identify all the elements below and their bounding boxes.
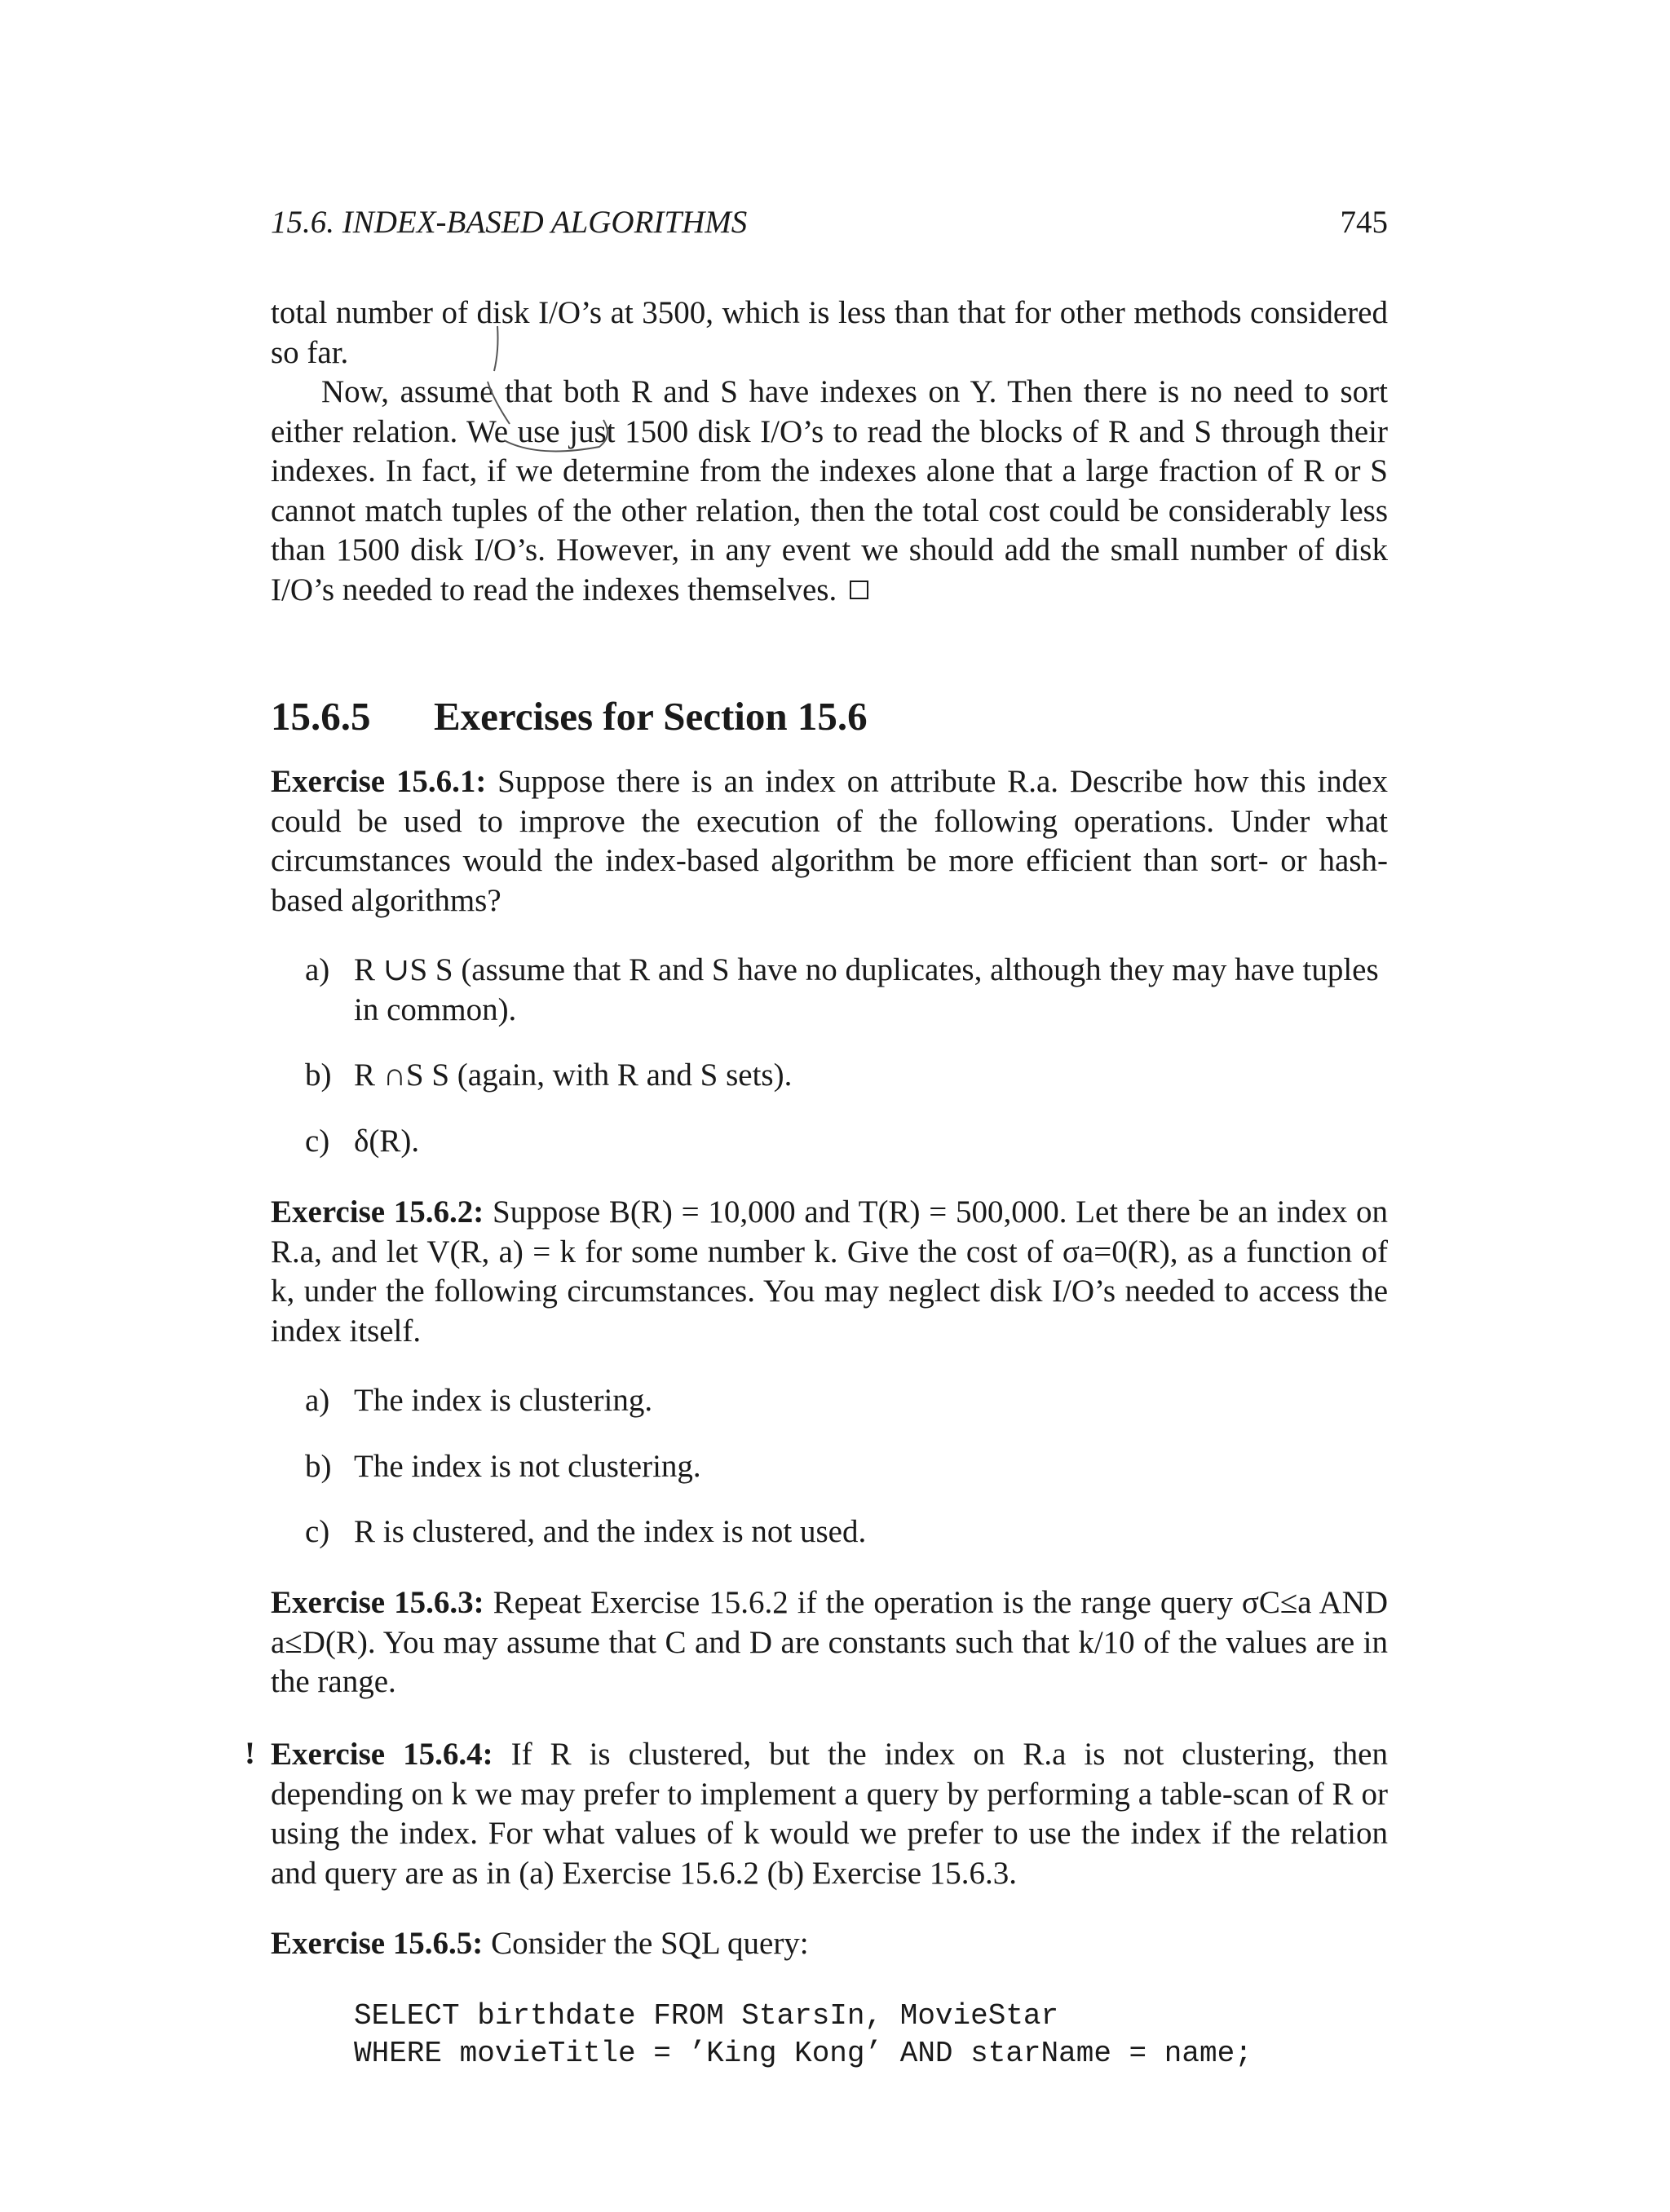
exercise-15-6-4 <box>271 1735 1388 1893</box>
intro-paragraph-2-text: Now, assume that both R and S have indexes on Y. Then there is no need to sort either relation. We use just 1500 disk I/O’s to read the blocks of R and S through their indexes. In fact, if we determine from the indexes alone that a large fraction of R or S cannot match tuples of the other relation, then the total cost could be considerably less than 1500 disk I/O’s. However, in any event we should add the small number of disk I/O’s needed to read the indexes themselves. <box>271 374 1388 607</box>
exercise-text: Suppose B(R) = 10,000 and T(R) = 500,000. Let there be an index on R.a, and let V(R, a) = k for some number k. Give the cost of σa=0(R), as a function of k, under the following circumstances. You may neglect disk I/O’s needed to access the index itself. <box>271 1194 1388 1349</box>
item-marker: c) <box>305 1514 330 1549</box>
exercise-15-6-5-statement <box>271 1924 1388 1964</box>
section-number: 15.6.5 <box>271 694 371 739</box>
section-heading <box>271 693 868 740</box>
sql-code-block <box>354 1998 1252 2073</box>
item-text: R is clustered, and the index is not used. <box>354 1514 867 1549</box>
running-head <box>271 204 1388 241</box>
exercise-text: Repeat Exercise 15.6.2 if the operation is the range query σC≤a AND a≤D(R). You may assume that C and D are constants such that k/10 of the values are in the range. <box>271 1585 1388 1699</box>
list-item <box>305 1381 1388 1421</box>
exercise-label: Exercise 15.6.1: <box>271 764 487 799</box>
exercise-label: Exercise 15.6.5: <box>271 1926 484 1961</box>
page-number: 745 <box>1340 205 1388 240</box>
chapter-section-title: 15.6. INDEX-BASED ALGORITHMS <box>271 205 748 240</box>
exercise-label: Exercise 15.6.3: <box>271 1585 484 1620</box>
item-marker: a) <box>305 1383 330 1418</box>
end-of-proof-box-icon <box>850 581 868 599</box>
list-item <box>305 951 1388 1030</box>
list-item <box>305 1447 1388 1487</box>
list-item <box>305 1122 1388 1162</box>
exercise-15-6-5 <box>271 1924 1388 1964</box>
exercise-15-6-2 <box>271 1193 1388 1351</box>
section-title: Exercises for Section 15.6 <box>434 694 868 739</box>
exercise-15-6-3-statement <box>271 1583 1388 1702</box>
exercise-15-6-2-statement <box>271 1193 1388 1351</box>
item-marker: b) <box>305 1448 332 1484</box>
intro-text <box>271 294 1388 610</box>
exercise-15-6-2-parts <box>305 1381 1388 1578</box>
exercise-label: Exercise 15.6.2: <box>271 1194 484 1230</box>
exercise-text: If R is clustered, but the index on R.a is not clustering, then depending on k we may prefer to implement a query by performing a table-scan of R or using the index. For what values of k would we prefer to use the index if the relation and query are as in (a) Exercise 15.6.2 (b) Exercise 15.6.3. <box>271 1737 1388 1891</box>
exercise-15-6-4-statement <box>271 1735 1388 1893</box>
code-line: WHERE movieTitle = ’King Kong’ AND starName = name; <box>354 2037 1252 2070</box>
exercise-15-6-1-parts <box>305 951 1388 1187</box>
exercise-15-6-1 <box>271 762 1388 921</box>
item-marker: c) <box>305 1123 330 1159</box>
list-item <box>305 1056 1388 1096</box>
intro-paragraph-1: total number of disk I/O’s at 3500, which is less than that for other methods considered so far. <box>271 295 1388 370</box>
list-item <box>305 1512 1388 1552</box>
exercise-15-6-1-statement <box>271 762 1388 921</box>
exercise-15-6-3 <box>271 1583 1388 1702</box>
intro-paragraph-2 <box>271 373 1388 610</box>
item-marker: b) <box>305 1057 332 1093</box>
item-text: R ∪S S (assume that R and S have no duplicates, although they may have tuples in common). <box>354 952 1379 1027</box>
exercise-label: Exercise 15.6.4: <box>271 1737 493 1772</box>
exercise-text: Consider the SQL query: <box>491 1926 809 1961</box>
item-text: The index is not clustering. <box>354 1448 701 1484</box>
item-text: R ∩S S (again, with R and S sets). <box>354 1057 793 1093</box>
item-text: δ(R). <box>354 1123 420 1159</box>
exercise-text: Suppose there is an index on attribute R.a. Describe how this index could be used to improve the execution of the following operations. Under what circumstances would the index-based algorithm be more efficient than sort- or hash-based algorithms? <box>271 764 1388 918</box>
difficulty-mark: ! <box>245 1736 255 1771</box>
item-marker: a) <box>305 952 330 987</box>
item-text: The index is clustering. <box>354 1383 653 1418</box>
code-line: SELECT birthdate FROM StarsIn, MovieStar <box>354 1999 1059 2033</box>
